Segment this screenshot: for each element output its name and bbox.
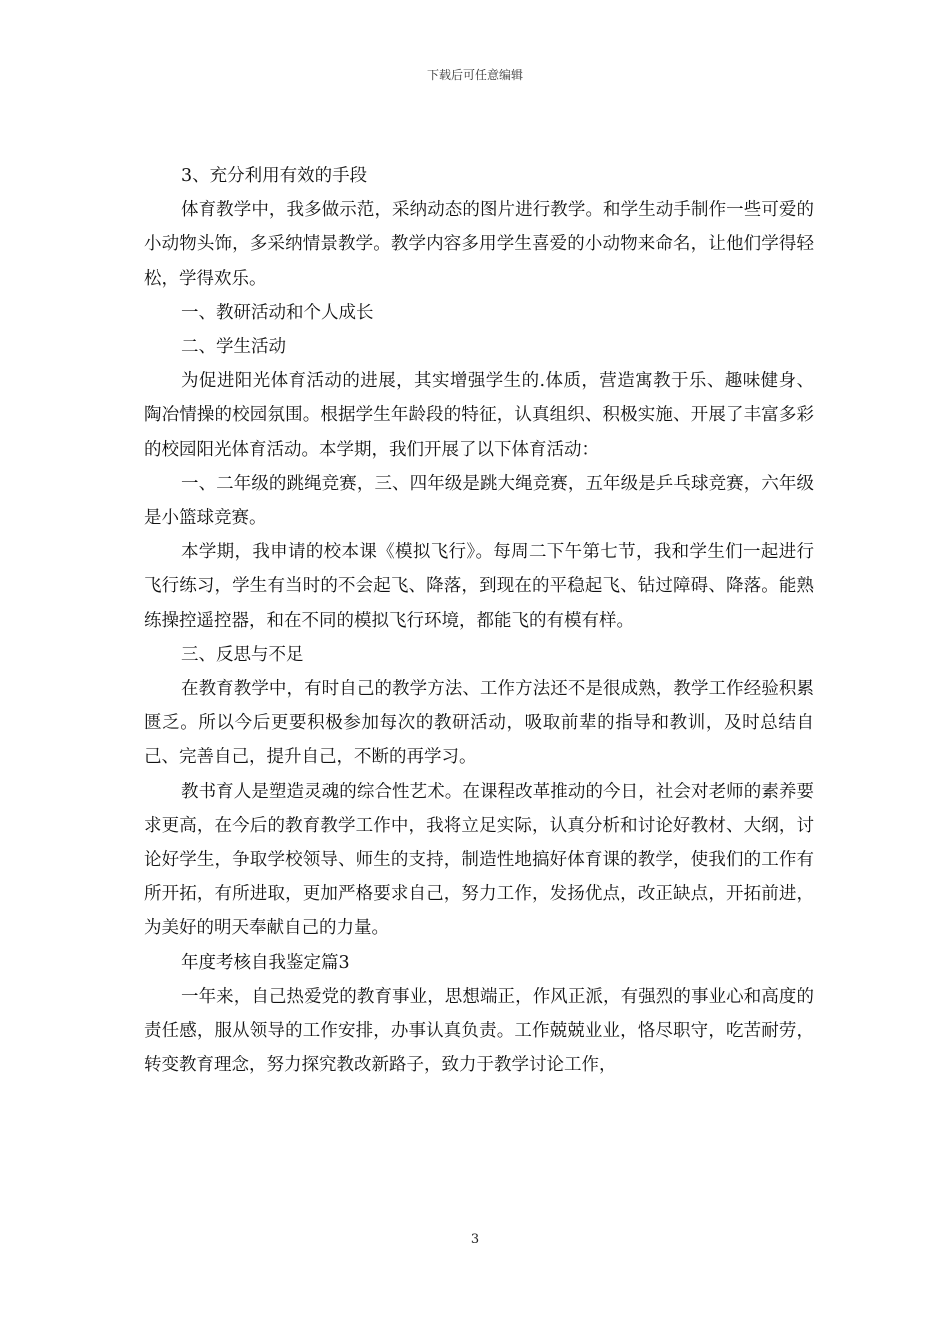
page-number: 3 xyxy=(470,1232,480,1247)
paragraph-year-review: 一年来，自己热爱党的教育事业，思想端正，作风正派，有强烈的事业心和高度的责任感，服从领导的工作安排，办事认真负责。工作兢兢业业，恪尽职守，吃苦耐劳，转变教育理念，努力探究教改新路子，致力于教学讨论工作， xyxy=(144,986,814,1076)
paragraph-teaching-methods: 体育教学中，我多做示范，采纳动态的图片进行教学。和学生动手制作一些可爱的小动物头饰，多采纳情景教学。教学内容多用学生喜爱的小动物来命名，让他们学得轻松，学得欢乐。 xyxy=(144,200,814,289)
paragraph-education-art: 教书育人是塑造灵魂的综合性艺术。在课程改革推动的今日，社会对老师的素养要求更高，在今后的教育教学工作中，我将立足实际，认真分析和讨论好教材、大纲，讨论好学生，争取学校领导、师生的支持，制造性地搞好体育课的教学，使我们的工作有所开拓，有所进取，更加严格要求自己，努力工作，发扬优点，改正缺点，开拓前进，为美好的明天奉献自己的力量。 xyxy=(144,781,814,939)
section-heading-research: 一、教研活动和个人成长 xyxy=(181,302,374,323)
section-heading-student-activities: 二、学生活动 xyxy=(181,337,286,358)
paragraph-sunshine-sports: 为促进阳光体育活动的进展，其实增强学生的.体质，营造寓教于乐、趣味健身、陶冶情操的校园氛围。根据学生年龄段的特征，认真组织、积极实施、开展了丰富多彩的校园阳光体育活动。本学期，我们开展了以下体育活动： xyxy=(144,371,814,460)
page-header: 下载后可任意编辑 xyxy=(426,68,523,82)
document-body xyxy=(144,159,814,1082)
paragraph-shortcomings: 在教育教学中，有时自己的教学方法、工作方法还不是很成熟，教学工作经验积累匮乏。所以今后更要积极参加每次的教研活动，吸取前辈的指导和教训，及时总结自己、完善自己，提升自己，不断的再学习。 xyxy=(144,679,814,768)
paragraph-flight-course: 本学期，我申请的校本课《模拟飞行》。每周二下午第七节，我和学生们一起进行飞行练习，学生有当时的不会起飞、降落，到现在的平稳起飞、钻过障碍、降落。能熟练操控遥控器，和在不同的模拟飞行环境，都能飞的有模有样。 xyxy=(144,542,814,631)
section-heading-methods: 3、充分利用有效的手段 xyxy=(181,166,368,186)
section-heading-appraisal: 年度考核自我鉴定篇3 xyxy=(181,952,350,973)
paragraph-competitions: 一、二年级的跳绳竞赛，三、四年级是跳大绳竞赛，五年级是乒乓球竞赛，六年级是小篮球竞赛。 xyxy=(144,473,814,529)
section-heading-reflection: 三、反思与不足 xyxy=(181,644,304,665)
